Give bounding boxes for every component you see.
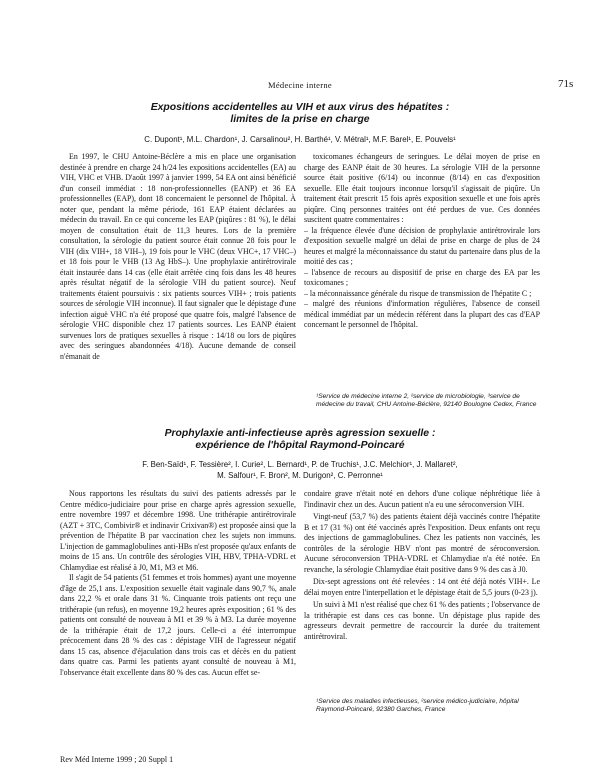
article2-right-column: [304, 489, 540, 642]
article2-authors: [40, 459, 560, 481]
article1-comment-3: – la méconnaissance générale du risque de transmission de l'hépatite C ;: [304, 288, 532, 298]
article2-right-paragraph: Vingt-neuf (53,7 %) des patients étaient déjà vaccinés contre l'hépatite B et 17 (31 %) ont été vaccinés après l'exposition. Deux enfants ont reçu des injections de gammaglobulines. Chez les patients non vaccinés, les contrôles de la sérologie HBV n'ont pas montré de séroconversion. Aucune séroconversion TPHA-VDRL et Chlamydiae n'a été notée. En revanche, la sérologie Chlamydiae était positive dans 9 % des cas à J0.: [304, 512, 540, 574]
journal-citation: Rev Méd Interne 1999 ; 20 Suppl 1: [60, 755, 174, 764]
article1-title-line2: limites de la prise en charge: [230, 114, 370, 125]
article1-right-paragraph: toxicomanes échangeurs de seringues. Le délai moyen de prise en charge des EANP était de 30 heures. La sérologie VIH de la personne source était positive (6/14) ou inconnue (8/14) en cas d'exposition sexuelle. Elle était toujours inconnue lorsqu'il s'agissait de piqûre. Un traitement était prescrit 15 fois après exposition sexuelle et une fois après piqûre. Cinq personnes traitées ont été perdues de vue. Ces données suscitent quatre commentaires :: [304, 152, 540, 224]
article2-right-paragraph: condaire grave n'était noté en dehors d'une colique néphrétique liée à l'indinavir chez un des. Aucun patient n'a eu une séroconversion VIH.: [304, 489, 540, 509]
article2-title: [80, 428, 520, 452]
article1-left-column: [60, 152, 296, 362]
article2-authors-line1: F. Ben-Saïd¹, F. Tessière², I. Curie², L. Bernard¹, P. de Truchis¹, J.C. Melchior¹, J. Mallaret²,: [142, 460, 458, 469]
article1-authors: C. Dupont¹, M.L. Chardon¹, J. Carsalinou², H. Barthé¹, V. Métral¹, M.F. Barel¹, E. Pouvels¹: [144, 135, 456, 144]
article1-comment-2: – l'absence de recours au dispositif de prise en charge des EA par les toxicomanes ;: [304, 267, 540, 287]
article2-left-column: [60, 489, 296, 678]
article1-title-line1: Expositions accidentelles au VIH et aux virus des hépatites :: [150, 102, 450, 113]
article1-left-paragraph: En 1997, le CHU Antoine-Béclère a mis en place une organisation destinée à prendre en charge 24 h/24 les expositions accidentelles (EA) au VIH, VHC et VHB. D'août 1997 à janvier 1999, 54 EA ont ainsi bénéficié d'un conseil immédiat : 18 non-professionnelles (EANP) et 36 EA professionnelles (EAP), dont 18 concernaient le personnel de l'hôpital. À noter que, pendant la même période, 161 EAP étaient déclarées au médecin du travail. En ce qui concerne les EAP (piqûres : 81 %), le délai moyen de consultation était de 11,3 heures. Lors de la première consultation, la sérologie du patient source était connue 28 fois pour le VIH (dix VIH+, 18 VIH–), 19 fois pour le VHC (deux VHC+, 17 VHC–) et 18 fois pour le VHB (13 Ag HbS–). Une prophylaxie antirétrovirale était instaurée dans 14 cas (elle était arrêtée cinq fois dans les 48 heures après résultat négatif de la sérologie VIH du patient source). Neuf traitements étaient poursuivis : six patients sources VIH+ ; trois patients sources de sérologie VIH inconnue). Il faut signaler que le dépistage d'une infection aiguë VHC n'a été proposé que quatre fois, malgré l'absence de sérologie VHC disponible chez 17 patients sources. Les EANP étaient survenues lors de pratiques sexuelles à risque : 14/18 ou lors de piqûres avec des seringues abandonnées 4/18). Aucune demande de conseil n'émanait de: [60, 152, 296, 361]
article2-left-paragraph: Nous rapportons les résultats du suivi des patients adressés par le Centre médico-judiciaire pour prise en charge après agression sexuelle, entre novembre 1997 et décembre 1998. Une trithérapie antirétrovirale (AZT + 3TC, Combivir® et indinavir Crixivan®) est proposée ainsi que la prévention de l'hépatite B par vaccination chez les sujets non immuns. L'injection de gammaglobulines anti-HBs n'est proposée qu'aux enfants de moins de 15 ans. Un contrôle des sérologies VIH, HBV, TPHA-VDRL et Chlamydiae est réalisé à J0, M1, M3 et M6.: [60, 489, 296, 572]
article2-affiliation: ¹Service des maladies infectieuses, ²service médico-judiciaire, hôpital Raymond-Poincaré, 92380 Garches, France: [316, 698, 519, 714]
article2-title-line1: Prophylaxie anti-infectieuse après agression sexuelle :: [164, 428, 436, 439]
article1-comment-4: – malgré des réunions d'information régulières, l'absence de conseil médical immédiat par un médecin référent dans la plupart des cas d'EAP concernant le personnel de l'hôpital.: [304, 299, 540, 329]
article2-title-line2: expérience de l'hôpital Raymond-Poincaré: [195, 440, 405, 451]
running-title: Médecine interne: [267, 80, 333, 90]
page-number: 71s: [558, 78, 574, 90]
article2-authors-line2: M. Salfour¹, F. Bron², M. Durigon², C. Perronne¹: [217, 471, 383, 480]
article1-title: [80, 102, 520, 126]
article2-right-paragraph: Dix-sept agressions ont été relevées : 14 ont été déjà notés VIH+. Le délai moyen entre l'interpellation et le dépistage était de 5,5 jours (0-23 j).: [304, 577, 540, 597]
article1-affiliation: ¹Service de médecine interne 2, ²service de microbiologie, ³service de médecine du travail, CHU Antoine-Béclère, 92140 Boulogne Cedex, France: [316, 393, 537, 409]
article1-comment-1: – la fréquence élevée d'une décision de prophylaxie antirétrovirale lors d'exposition sexuelle malgré un délai de prise en charge de plus de 24 heures et malgré la méconnaissance du statut du partenaire dans plus de la moitié des cas ;: [304, 225, 540, 266]
article2-right-paragraph: Un suivi à M1 n'est réalisé que chez 61 % des patients ; l'observance de la trithérapie est dans ces cas bonne. Un dépistage plus rapide des agresseurs devrait permettre de raccourcir la durée du traitement antirétroviral.: [304, 600, 540, 641]
article1-right-column: [304, 152, 540, 331]
article2-left-paragraph: Il s'agit de 54 patients (51 femmes et trois hommes) ayant une moyenne d'âge de 25,1 ans. L'exposition sexuelle était vaginale dans 90,7 %, anale dans 22,2 % et orale dans 31 %. Cinquante trois patients ont reçu une trithérapie (un refus), en moyenne 19,2 heures après exposition ; 61 % des patients ont consulté de nouveau à M1 et 39 % à M3. La durée moyenne de la trithérapie était de 17,2 jours. Celle-ci a été interrompue précocement dans 28 % des cas : dépistage VIH de l'agresseur négatif dans 15 cas, absence d'éjaculation dans trois cas et décès en du patient dans quatre cas. Parmi les patients ayant consulté de nouveau à M1, l'observance était excellente dans 80 % des cas. Aucun effet se-: [60, 573, 296, 677]
